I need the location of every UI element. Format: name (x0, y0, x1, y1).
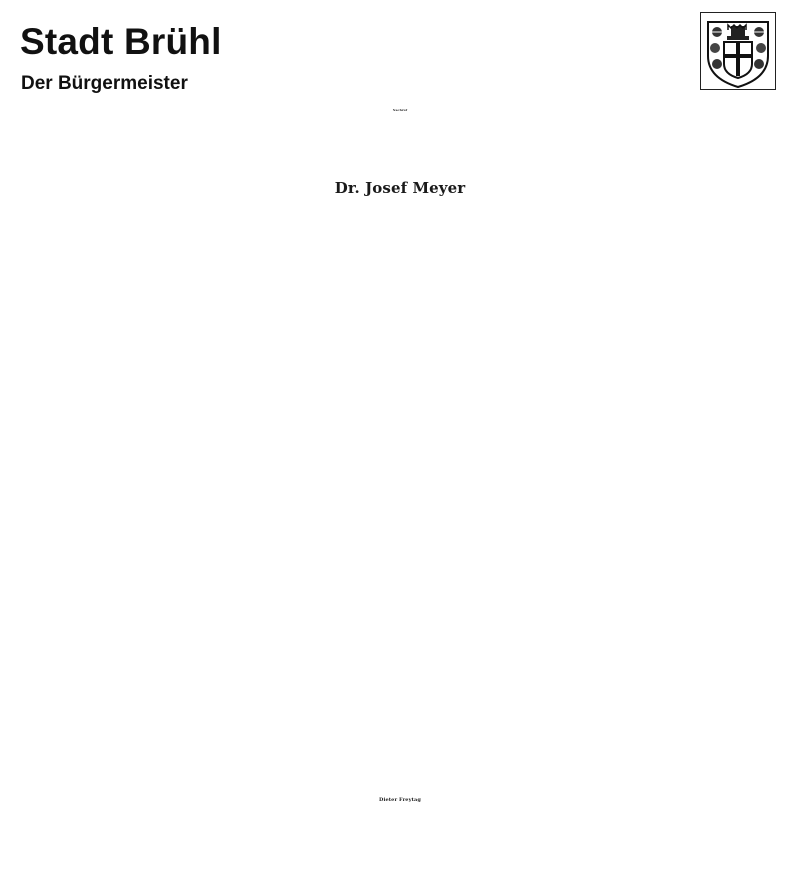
text-line (0, 539, 800, 565)
page-title: Stadt Brühl (20, 21, 222, 62)
text-line (0, 445, 800, 471)
text-line (0, 617, 800, 643)
text-line (0, 664, 800, 690)
text-line (0, 290, 800, 316)
text-line (0, 695, 800, 721)
closing-line (0, 741, 800, 767)
text-line (0, 508, 800, 534)
notice-intro (0, 136, 800, 162)
signer-name: Dieter Freytag (379, 797, 421, 803)
coat-of-arms-icon (700, 12, 776, 90)
text-line (0, 368, 800, 394)
text-line (0, 336, 800, 362)
page-subtitle: Der Bürgermeister (21, 73, 188, 94)
notice-heading: Nachruf (392, 108, 408, 112)
text-line (0, 259, 800, 285)
text-line (0, 476, 800, 502)
text-line (0, 399, 800, 425)
signer-title (0, 826, 800, 852)
deceased-role (0, 219, 800, 245)
deceased-name: Dr. Josef Meyer (334, 179, 466, 197)
text-line (0, 586, 800, 612)
